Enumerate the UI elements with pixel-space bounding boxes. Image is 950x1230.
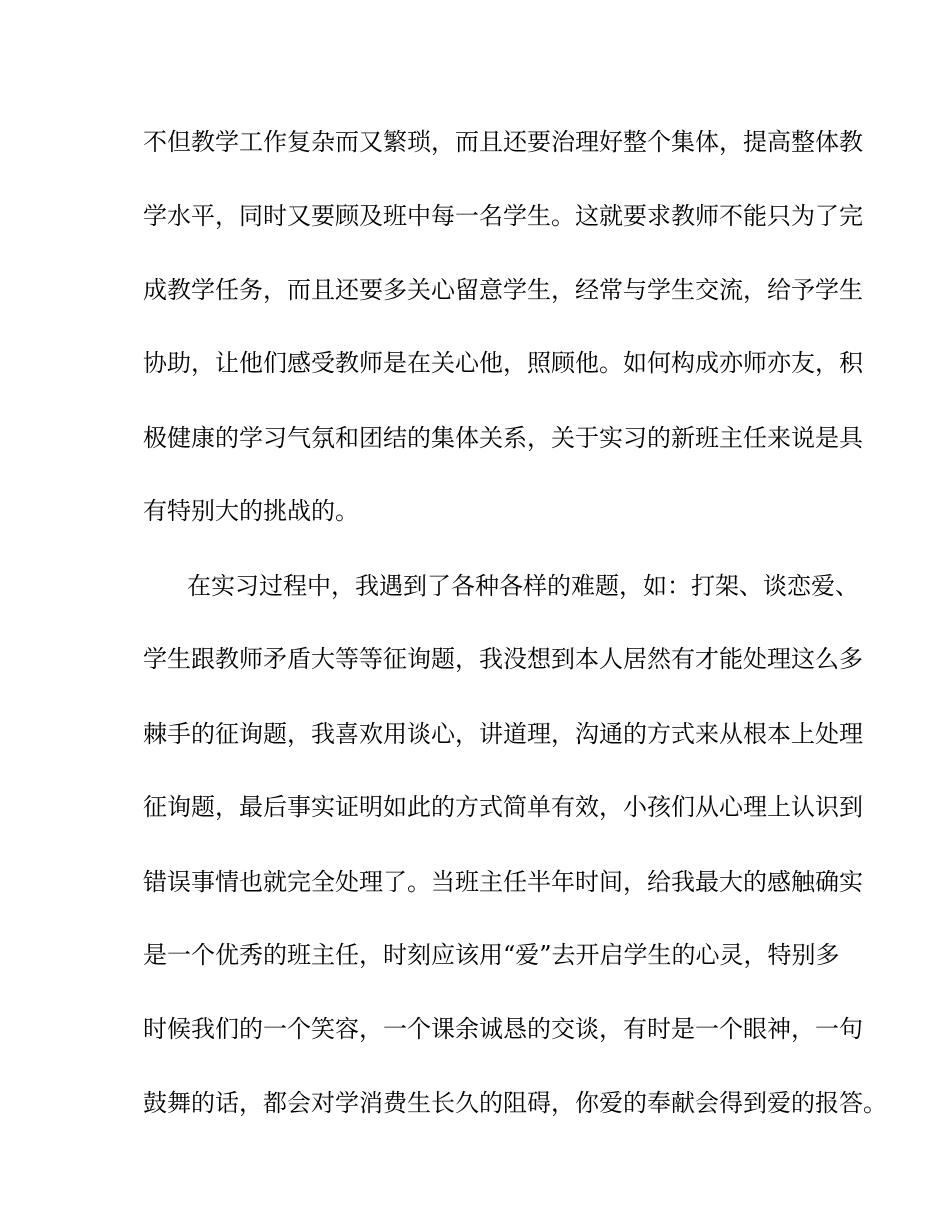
text-line: 是一个优秀的班主任，时刻应该用“爱”去开启学生的心灵，特别多 xyxy=(143,941,840,969)
text-line: 征询题，最后事实证明如此的方式简单有效，小孩们从心理上认识到 xyxy=(143,793,863,821)
text-line: 极健康的学习气氛和团结的集体关系，关于实习的新班主任来说是具 xyxy=(143,424,863,452)
text-line: 学生跟教师矛盾大等等征询题，我没想到本人居然有才能处理这么多 xyxy=(143,645,863,673)
text-line: 鼓舞的话，都会对学消费生长久的阻碍，你爱的奉献会得到爱的报答。 xyxy=(143,1089,887,1117)
text-line: 成教学任务，而且还要多关心留意学生，经常与学生交流，给予学生 xyxy=(143,276,863,304)
text-line: 协助，让他们感受教师是在关心他，照顾他。如何构成亦师亦友，积 xyxy=(143,349,863,377)
text-line: 时候我们的一个笑容，一个课余诚恳的交谈，有时是一个眼神，一句 xyxy=(143,1015,863,1043)
text-line: 在实习过程中，我遇到了各种各样的难题，如：打架、谈恋爱、 xyxy=(187,572,859,600)
text-line: 有特别大的挑战的。 xyxy=(143,497,359,525)
text-line: 错误事情也就完全处理了。当班主任半年时间，给我最大的感触确实 xyxy=(143,868,863,896)
text-line: 棘手的征询题，我喜欢用谈心，讲道理，沟通的方式来从根本上处理 xyxy=(143,720,863,748)
text-line: 不但教学工作复杂而又繁琐，而且还要治理好整个集体，提高整体教 xyxy=(143,128,863,156)
text-line: 学水平，同时又要顾及班中每一名学生。这就要求教师不能只为了完 xyxy=(143,202,863,230)
